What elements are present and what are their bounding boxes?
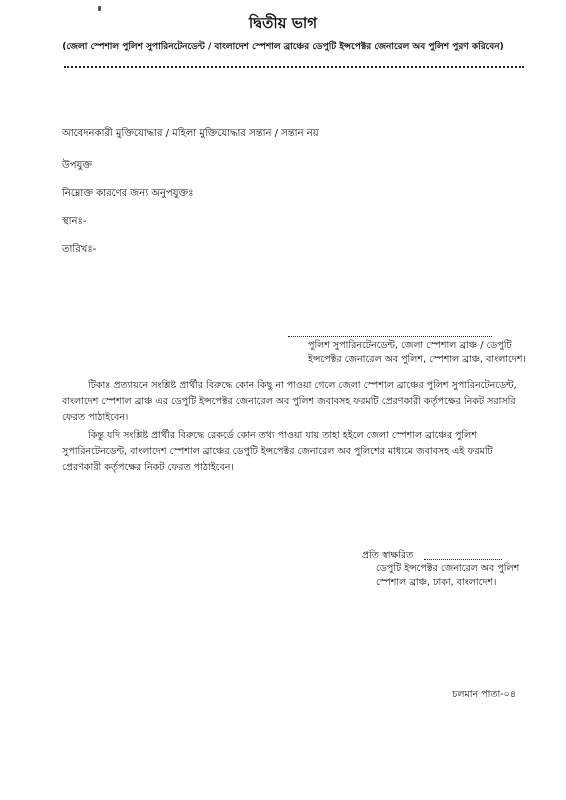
signature-title-line2: ইন্সপেক্টর জেনারেল অব পুলিশ, স্পেশাল ব্রাঞ্চ, বাংলাদেশ।	[308, 354, 526, 365]
unsuitable-reason-label: নিম্নোক্ত কারণের জন্য অনুপযুক্তঃ	[62, 188, 194, 199]
page-number: চলমান পাতা-০৪	[452, 689, 516, 700]
date-label: তারিখঃ-	[62, 244, 97, 255]
section-subtitle: (জেলা স্পেশাল পুলিশ সুপারিনটেনডেন্ট / বাংলাদেশ স্পেশাল ব্রাঞ্চের ডেপুটি ইন্সপেক্টর জেনারেল অব পুলিশ পুরণ করিবেন)	[62, 42, 504, 52]
suitable-label: উপযুক্ত	[62, 160, 93, 171]
header-divider	[64, 66, 524, 68]
countersign-title-line1: ডেপুটি ইন্সপেক্টর জেনারেল অব পুলিশ	[376, 563, 520, 574]
note-paragraph-2: কিন্তু যদি সংশ্লিষ্ট প্রার্থীর বিরুদ্ধে রেকর্ডে কোন তথ্য পাওয়া যায় তাহা হইলে জেলা স্পেশাল ব্রাঞ্চের পুলিশ সুপারিনটেনডেন্ট, বাংলাদেশ স্পেশাল ব্রাঞ্চের ডেপুটি ইন্সপেক্টর জেনারেল অব পুলিশের মাধ্যমে জবাবসহ এই ফরমটি প্রেরণকারী কর্তৃপক্ষের নিকট ফেরত পাঠাইবেন।	[62, 430, 493, 473]
section-title: দ্বিতীয় ভাগ	[248, 14, 318, 32]
applicant-status-line: আবেদনকারী মুক্তিযোদ্ধার / মহিলা মুক্তিযোদ্ধার সন্তান / সন্তান নয়	[62, 128, 319, 139]
scan-mark	[98, 6, 101, 11]
signature-title-line1: পুলিশ সুপারিনটেনডেন্ট, জেলা স্পেশাল ব্রাঞ্চ / ডেপুটি	[308, 340, 512, 351]
place-label: স্থানঃ-	[62, 216, 87, 227]
countersign-title-line2: স্পেশাল ব্রাঞ্চ, ঢাকা, বাংলাদেশ।	[376, 577, 497, 588]
note-paragraph-1: টিকাঃ প্রত্যায়নে সংশ্লিষ্ট প্রার্থীর বিরুদ্ধে কোন কিছু না পাওয়া গেলে জেলা স্পেশাল ব্রাঞ্চের পুলিশ সুপারিনটেনডেন্ট, বাংলাদেশ স্পেশাল ব্রাঞ্চ এর ডেপুটি ইন্সপেক্টর জেনারেল অব পুলিশ জবাবসহ ফরমটি প্রেরণকারী কর্তৃপক্ষের নিকট সরাসরি ফেরত পাঠাইবেন।	[62, 380, 517, 423]
signature-line	[288, 336, 492, 337]
countersign-label: প্রতি স্বাক্ষরিত	[362, 550, 414, 561]
countersign-line	[424, 559, 502, 560]
